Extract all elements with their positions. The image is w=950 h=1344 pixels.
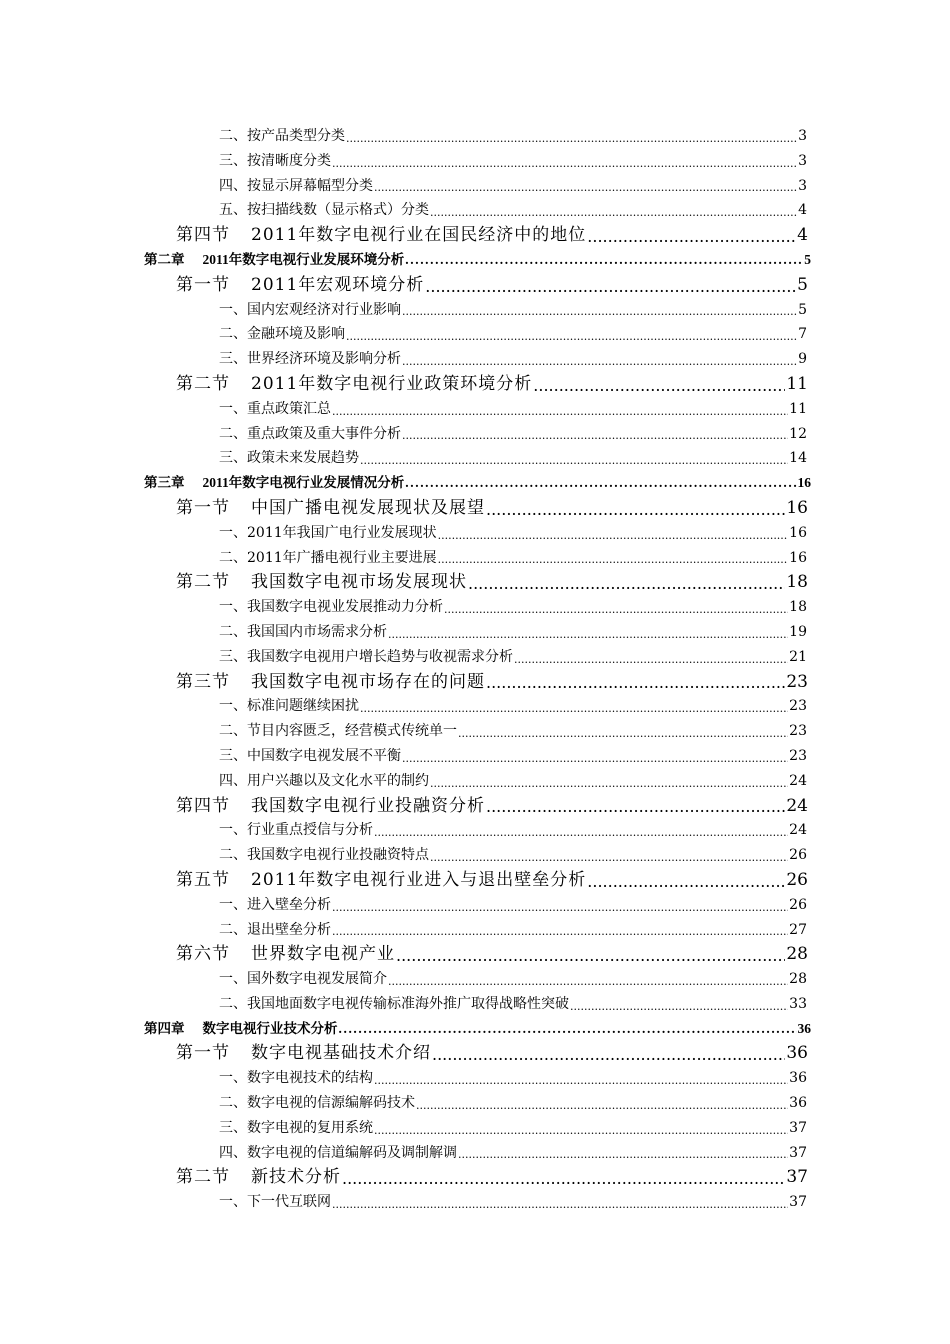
toc-section-heading	[176, 942, 395, 967]
page-number: 28	[789, 971, 807, 988]
toc-item-title: 一、我国数字电视业发展推动力分析	[219, 599, 443, 616]
page-number: 37	[789, 1119, 807, 1136]
toc-section-row[interactable]	[0, 868, 808, 893]
toc-item-title: 一、标准问题继续困扰	[219, 698, 359, 715]
page-number: 37	[789, 1194, 807, 1211]
toc-item-row[interactable]	[0, 620, 807, 645]
toc-item-row[interactable]	[0, 694, 807, 719]
toc-section-heading	[176, 868, 586, 893]
page-number: 18	[786, 572, 808, 593]
toc-item-title: 一、国外数字电视发展简介	[219, 971, 387, 988]
dot-leader	[374, 1071, 788, 1091]
page-number: 18	[789, 599, 807, 616]
toc-section-title: 2011年数字电视行业进入与退出壁垒分析	[251, 869, 587, 890]
table-of-contents	[0, 124, 950, 1215]
toc-section-heading	[176, 670, 485, 695]
toc-section-title: 2011年数字电视行业政策环境分析	[251, 373, 533, 394]
toc-section-title: 我国数字电视市场存在的问题	[251, 671, 485, 692]
toc-item-title: 一、下一代互联网	[219, 1194, 331, 1211]
dot-leader	[374, 1121, 788, 1141]
toc-item-row[interactable]	[0, 347, 807, 372]
dot-leader	[432, 1044, 785, 1066]
toc-item-title: 一、进入壁垒分析	[219, 896, 331, 913]
dot-leader	[425, 276, 796, 298]
toc-item-title: 四、按显示屏幕幅型分类	[219, 177, 373, 194]
toc-item-row[interactable]	[0, 1141, 807, 1166]
toc-section-title: 数字电视基础技术介绍	[251, 1043, 431, 1064]
toc-chapter-row[interactable]	[0, 248, 811, 273]
dot-leader	[438, 526, 789, 546]
dot-leader	[332, 898, 788, 918]
toc-chapter-row[interactable]	[0, 1017, 811, 1042]
dot-leader	[396, 945, 785, 967]
toc-section-number: 第二节	[176, 1167, 230, 1188]
toc-item-title: 二、我国数字电视行业投融资特点	[219, 847, 429, 864]
toc-section-number: 第二节	[176, 373, 230, 394]
toc-section-heading	[176, 372, 532, 397]
dot-leader	[587, 871, 785, 893]
toc-item-row[interactable]	[0, 818, 807, 843]
toc-item-row[interactable]	[0, 769, 807, 794]
page-number: 21	[789, 648, 807, 665]
toc-item-row[interactable]	[0, 198, 807, 223]
toc-section-row[interactable]	[0, 1041, 808, 1066]
dot-leader	[360, 451, 788, 471]
dot-leader	[405, 248, 803, 273]
toc-chapter-heading	[144, 471, 404, 496]
toc-section-row[interactable]	[0, 223, 808, 248]
page-number: 16	[786, 497, 808, 518]
toc-item-row[interactable]	[0, 521, 807, 546]
toc-section-heading	[176, 570, 467, 595]
toc-item-title: 三、数字电视的复用系统	[219, 1119, 373, 1136]
toc-item-title: 二、2011年广播电视行业主要进展	[219, 549, 437, 566]
toc-section-title: 我国数字电视市场发展现状	[251, 572, 467, 593]
page-number: 3	[798, 128, 807, 144]
toc-item-title: 四、用户兴趣以及文化水平的制约	[219, 772, 429, 789]
page-number: 3	[798, 177, 807, 194]
toc-item-title: 一、数字电视技术的结构	[219, 1070, 373, 1087]
toc-section-row[interactable]	[0, 794, 808, 819]
dot-leader	[388, 625, 788, 645]
toc-item-title: 二、金融环境及影响	[219, 326, 345, 343]
toc-section-title: 我国数字电视行业投融资分析	[251, 795, 485, 816]
toc-item-title: 一、行业重点授信与分析	[219, 822, 373, 839]
dot-leader	[332, 922, 788, 942]
page-number: 12	[789, 425, 807, 442]
toc-section-heading	[176, 273, 424, 298]
toc-item-row[interactable]	[0, 446, 807, 471]
page-number: 5	[798, 301, 807, 318]
toc-chapter-heading	[144, 248, 404, 273]
toc-item-title: 二、退出壁垒分析	[219, 921, 331, 938]
toc-item-title: 二、数字电视的信源编解码技术	[219, 1095, 415, 1112]
dot-leader	[332, 1195, 788, 1215]
dot-leader	[332, 154, 797, 174]
toc-section-number: 第三节	[176, 671, 230, 692]
dot-leader	[374, 823, 788, 843]
page-number: 19	[789, 623, 807, 640]
toc-section-number: 第六节	[176, 944, 230, 965]
toc-item-title: 五、按扫描线数（显示格式）分类	[219, 202, 429, 219]
dot-leader	[430, 848, 788, 868]
toc-chapter-title: 2011年数字电视行业发展环境分析	[202, 251, 405, 267]
toc-chapter-number: 第三章	[144, 475, 185, 491]
toc-item-row[interactable]	[0, 645, 807, 670]
toc-item-row[interactable]	[0, 422, 807, 447]
toc-item-title: 三、按清晰度分类	[219, 152, 331, 169]
page-number: 36	[789, 1095, 807, 1112]
page-number: 23	[789, 747, 807, 764]
toc-item-title: 三、政策未来发展趋势	[219, 450, 359, 467]
dot-leader	[416, 1096, 788, 1116]
toc-item-title: 二、按产品类型分类	[219, 128, 345, 144]
dot-leader	[458, 724, 788, 744]
toc-chapter-heading	[144, 1017, 338, 1042]
page-number: 26	[789, 847, 807, 864]
toc-item-row[interactable]	[0, 149, 807, 174]
page-number: 11	[786, 373, 808, 394]
dot-leader	[332, 402, 788, 422]
dot-leader	[342, 1168, 785, 1190]
toc-item-row[interactable]	[0, 719, 807, 744]
dot-leader	[444, 600, 788, 620]
toc-item-title: 一、国内宏观经济对行业影响	[219, 301, 401, 318]
toc-section-row[interactable]	[0, 670, 808, 695]
page-number: 26	[786, 869, 808, 890]
toc-section-heading	[176, 1041, 431, 1066]
toc-section-heading	[176, 496, 485, 521]
toc-item-row[interactable]	[0, 744, 807, 769]
toc-item-row[interactable]	[0, 546, 807, 571]
toc-item-title: 三、中国数字电视发展不平衡	[219, 747, 401, 764]
dot-leader	[402, 302, 797, 322]
page-number: 7	[798, 326, 807, 343]
toc-item-row[interactable]	[0, 595, 807, 620]
page-number: 16	[789, 549, 807, 566]
page-number: 16	[797, 475, 811, 491]
page-number: 36	[786, 1043, 808, 1064]
dot-leader	[587, 226, 796, 248]
toc-item-row[interactable]	[0, 967, 807, 992]
toc-section-heading	[176, 1165, 341, 1190]
page-number: 23	[789, 698, 807, 715]
dot-leader	[374, 178, 797, 198]
toc-item-row[interactable]	[0, 124, 807, 149]
toc-item-title: 二、我国国内市场需求分析	[219, 623, 387, 640]
toc-section-title: 世界数字电视产业	[251, 944, 395, 965]
dot-leader	[405, 471, 796, 496]
toc-section-title: 新技术分析	[251, 1167, 341, 1188]
toc-item-title: 三、世界经济环境及影响分析	[219, 351, 401, 368]
dot-leader	[486, 796, 785, 818]
toc-item-row[interactable]	[0, 174, 807, 199]
toc-section-title: 2011年宏观环境分析	[251, 274, 425, 295]
toc-section-number: 第一节	[176, 1043, 230, 1064]
page-number: 24	[789, 822, 807, 839]
dot-leader	[438, 550, 789, 570]
dot-leader	[514, 650, 788, 670]
dot-leader	[402, 426, 788, 446]
page-number: 16	[789, 524, 807, 541]
page-number: 23	[789, 723, 807, 740]
page-number: 37	[786, 1167, 808, 1188]
toc-section-row[interactable]	[0, 496, 808, 521]
toc-item-row[interactable]	[0, 322, 807, 347]
toc-item-row[interactable]	[0, 397, 807, 422]
toc-section-number: 第一节	[176, 274, 230, 295]
toc-item-row[interactable]	[0, 992, 807, 1017]
toc-section-row[interactable]	[0, 372, 808, 397]
page-number: 36	[789, 1070, 807, 1087]
toc-item-row[interactable]	[0, 1066, 807, 1091]
toc-item-title: 四、数字电视的信道编解码及调制解调	[219, 1144, 457, 1161]
toc-item-title: 三、我国数字电视用户增长趋势与收视需求分析	[219, 648, 513, 665]
page-number: 5	[804, 251, 811, 267]
toc-item-row[interactable]	[0, 843, 807, 868]
toc-section-heading	[176, 223, 586, 248]
toc-item-title: 二、我国地面数字电视传输标准海外推广取得战略性突破	[219, 995, 569, 1012]
toc-section-title: 中国广播电视发展现状及展望	[251, 497, 485, 518]
toc-item-title: 一、重点政策汇总	[219, 400, 331, 417]
dot-leader	[402, 352, 797, 372]
dot-leader	[533, 375, 785, 397]
dot-leader	[430, 774, 788, 794]
toc-chapter-title: 2011年数字电视行业发展情况分析	[202, 475, 405, 491]
dot-leader	[346, 327, 797, 347]
toc-section-title: 2011年数字电视行业在国民经济中的地位	[251, 225, 587, 246]
dot-leader	[458, 1145, 788, 1165]
toc-section-heading	[176, 794, 485, 819]
toc-section-number: 第四节	[176, 225, 230, 246]
dot-leader	[388, 972, 788, 992]
toc-section-number: 第一节	[176, 497, 230, 518]
toc-item-row[interactable]	[0, 1091, 807, 1116]
toc-item-row[interactable]	[0, 893, 807, 918]
toc-item-row[interactable]	[0, 298, 807, 323]
toc-item-title: 二、节目内容匮乏，经营模式传统单一	[219, 723, 457, 740]
dot-leader	[360, 699, 788, 719]
toc-section-row[interactable]	[0, 273, 808, 298]
toc-item-row[interactable]	[0, 918, 807, 943]
page-number: 23	[786, 671, 808, 692]
page-number: 27	[789, 921, 807, 938]
toc-item-title: 二、重点政策及重大事件分析	[219, 425, 401, 442]
toc-section-number: 第四节	[176, 795, 230, 816]
toc-section-row[interactable]	[0, 570, 808, 595]
page-number: 9	[798, 351, 807, 368]
dot-leader	[486, 672, 785, 694]
dot-leader	[468, 573, 785, 595]
dot-leader	[486, 499, 785, 521]
toc-section-number: 第五节	[176, 869, 230, 890]
page-number: 24	[789, 772, 807, 789]
toc-item-row[interactable]	[0, 1116, 807, 1141]
page-number: 14	[789, 450, 807, 467]
toc-chapter-row[interactable]	[0, 471, 811, 496]
dot-leader	[339, 1017, 797, 1042]
page-number: 4	[798, 202, 807, 219]
toc-chapter-title: 数字电视行业技术分析	[202, 1020, 338, 1036]
page-number: 11	[789, 400, 807, 417]
page-number: 37	[789, 1144, 807, 1161]
dot-leader	[346, 129, 797, 149]
toc-section-row[interactable]	[0, 1165, 808, 1190]
dot-leader	[430, 203, 797, 223]
page-number: 28	[786, 944, 808, 965]
dot-leader	[570, 997, 788, 1017]
page-number: 24	[786, 795, 808, 816]
toc-section-number: 第二节	[176, 572, 230, 593]
page-number: 36	[797, 1020, 811, 1036]
page-number: 4	[797, 225, 808, 246]
toc-chapter-number: 第二章	[144, 251, 185, 267]
toc-section-row[interactable]	[0, 942, 808, 967]
page-number: 26	[789, 896, 807, 913]
toc-chapter-number: 第四章	[144, 1020, 185, 1036]
dot-leader	[402, 749, 788, 769]
toc-item-title: 一、2011年我国广电行业发展现状	[219, 524, 437, 541]
toc-item-row[interactable]	[0, 1190, 807, 1215]
page-number: 33	[789, 995, 807, 1012]
page-number: 3	[798, 152, 807, 169]
page-number: 5	[797, 274, 808, 295]
